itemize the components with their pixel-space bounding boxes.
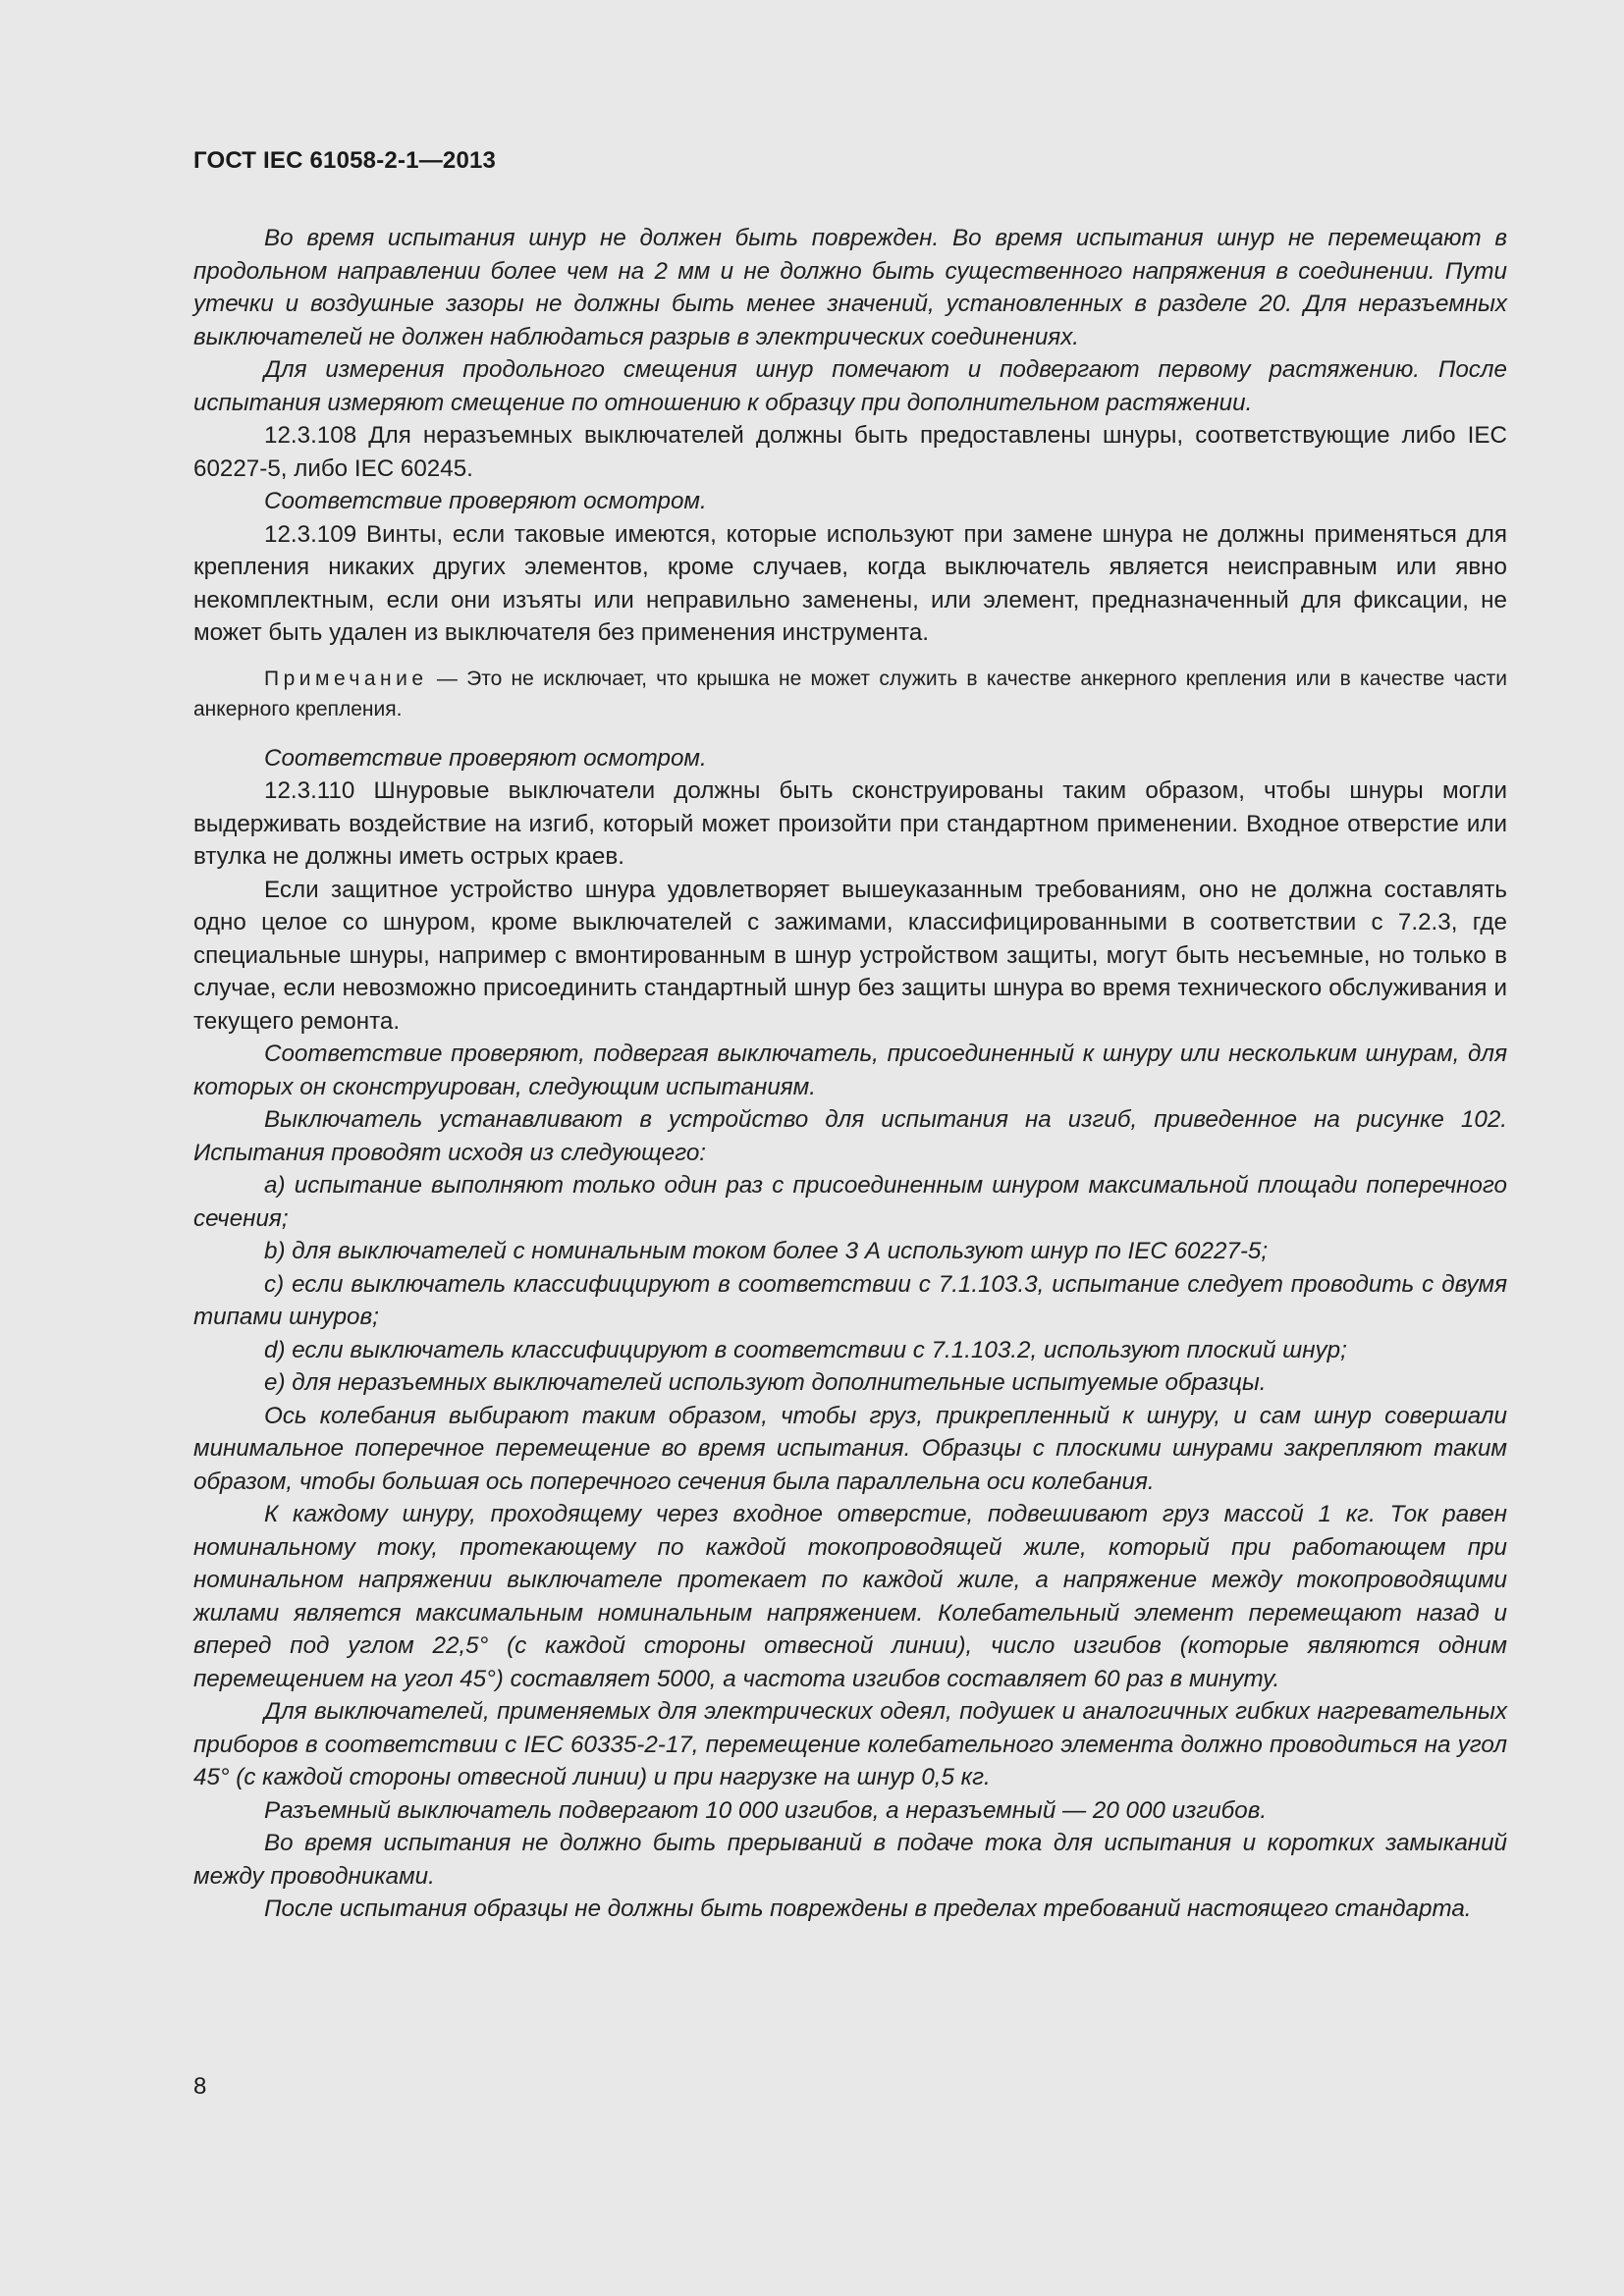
paragraph: Для выключателей, применяемых для электрических одеял, подушек и аналогичных гибких нагревательных приборов в соответствии с IEC 60335-2-17, перемещение колебательного элемента должно проводиться на угол 45° (с каждой стороны отвесной линии) и при нагрузке на шнур 0,5 кг. (193, 1698, 1507, 1790)
paragraph: Соответствие проверяют, подвергая выключатель, присоединенный к шнуру или нескольким шнурам, для которых он сконструирован, следующим испытаниям. (193, 1041, 1507, 1100)
list-item: c) если выключатель классифицируют в соответствии с 7.1.103.3, испытание следует проводить с двумя типами шнуров; (193, 1270, 1507, 1330)
clause-12-3-110: 12.3.110 Шнуровые выключатели должны быть сконструированы таким образом, чтобы шнуры могли выдерживать воздействие на изгиб, который может произойти при стандартном применении. Входное отверстие или втулка не должны иметь острых краев. (193, 777, 1507, 870)
list-item: e) для неразъемных выключателей используют дополнительные испытуемые образцы. (264, 1369, 1267, 1396)
paragraph: Ось колебания выбирают таким образом, чтобы груз, прикрепленный к шнуру, и сам шнур совершали минимальное поперечное перемещение во время испытания. Образцы с плоскими шнурами закрепляют таким образом, чтобы большая ось поперечного сечения была параллельна оси колебания. (193, 1402, 1507, 1495)
list-item: b) для выключателей с номинальным током более 3 А используют шнур по IEC 60227-5; (264, 1238, 1269, 1264)
paragraph: Во время испытания не должно быть прерываний в подаче тока для испытания и коротких замыканий между проводниками. (193, 1830, 1507, 1890)
clause-12-3-108: 12.3.108 Для неразъемных выключателей должны быть предоставлены шнуры, соответствующие либо IEC 60227-5, либо IEC 60245. (193, 422, 1507, 482)
document-header: ГОСТ IEC 61058-2-1—2013 (193, 147, 497, 174)
list-item: d) если выключатель классифицируют в соответствии с 7.1.103.2, используют плоский шнур; (264, 1336, 1347, 1363)
paragraph: К каждому шнуру, проходящему через входное отверстие, подвешивают груз массой 1 кг. Ток равен номинальному току, протекающему по каждой токопроводящей жиле, который при работающем при номинальном напряжении выключателе протекает по каждой жиле, а напряжение между токопроводящими жилами является максимальным номинальным напряжением. Колебательный элемент перемещают назад и вперед под углом 22,5° (с каждой стороны отвесной линии), число изгибов (которые являются одним перемещением на угол 45°) составляет 5000, а частота изгибов составляет 60 раз в минуту. (193, 1501, 1507, 1692)
document-body (193, 222, 1507, 1926)
paragraph: Выключатель устанавливают в устройство для испытания на изгиб, приведенное на рисунке 102. Испытания проводят исходя из следующего: (193, 1106, 1507, 1166)
paragraph: Во время испытания шнур не должен быть поврежден. Во время испытания шнур не перемещают в продольном направлении более чем на 2 мм и не должно быть существенного напряжения в соединении. Пути утечки и воздушные зазоры не должны быть менее значений, установленных в разделе 20. Для неразъемных выключателей не должен наблюдаться разрыв в электрических соединениях. (193, 225, 1507, 350)
note (193, 664, 1507, 724)
paragraph: Соответствие проверяют осмотром. (264, 488, 707, 514)
paragraph: Для измерения продольного смещения шнур помечают и подвергают первому растяжению. После испытания измеряют смещение по отношению к образцу при дополнительном растяжении. (193, 356, 1507, 416)
note-text: — Это не исключает, что крышка не может служить в качестве анкерного крепления или в качестве части анкерного крепления. (193, 667, 1507, 721)
paragraph: Разъемный выключатель подвергают 10 000 изгибов, а неразъемный — 20 000 изгибов. (264, 1796, 1268, 1824)
note-label: Примечание (264, 667, 428, 690)
page-number: 8 (193, 2073, 207, 2100)
paragraph: Если защитное устройство шнура удовлетворяет вышеуказанным требованиям, оно не должна составлять одно целое со шнуром, кроме выключателей с зажимами, классифицированными в соответствии с 7.2.3, где специальные шнуры, например с вмонтированным в шнур устройством защиты, могут быть несъемные, но только в случае, если невозможно присоединить стандартный шнур без защиты шнура во время технического обслуживания и текущего ремонта. (193, 876, 1507, 1035)
list-item: a) испытание выполняют только один раз с присоединенным шнуром максимальной площади поперечного сечения; (193, 1172, 1507, 1232)
paragraph: Соответствие проверяют осмотром. (264, 744, 707, 772)
clause-12-3-109: 12.3.109 Винты, если таковые имеются, которые используют при замене шнура не должны применяться для крепления никаких других элементов, кроме случаев, когда выключатель является неисправным или явно некомплектным, если они изъяты или неправильно заменены, или элемент, предназначенный для фиксации, не может быть удален из выключателя без применения инструмента. (193, 520, 1507, 646)
paragraph: После испытания образцы не должны быть повреждены в пределах требований настоящего стандарта. (264, 1896, 1472, 1922)
